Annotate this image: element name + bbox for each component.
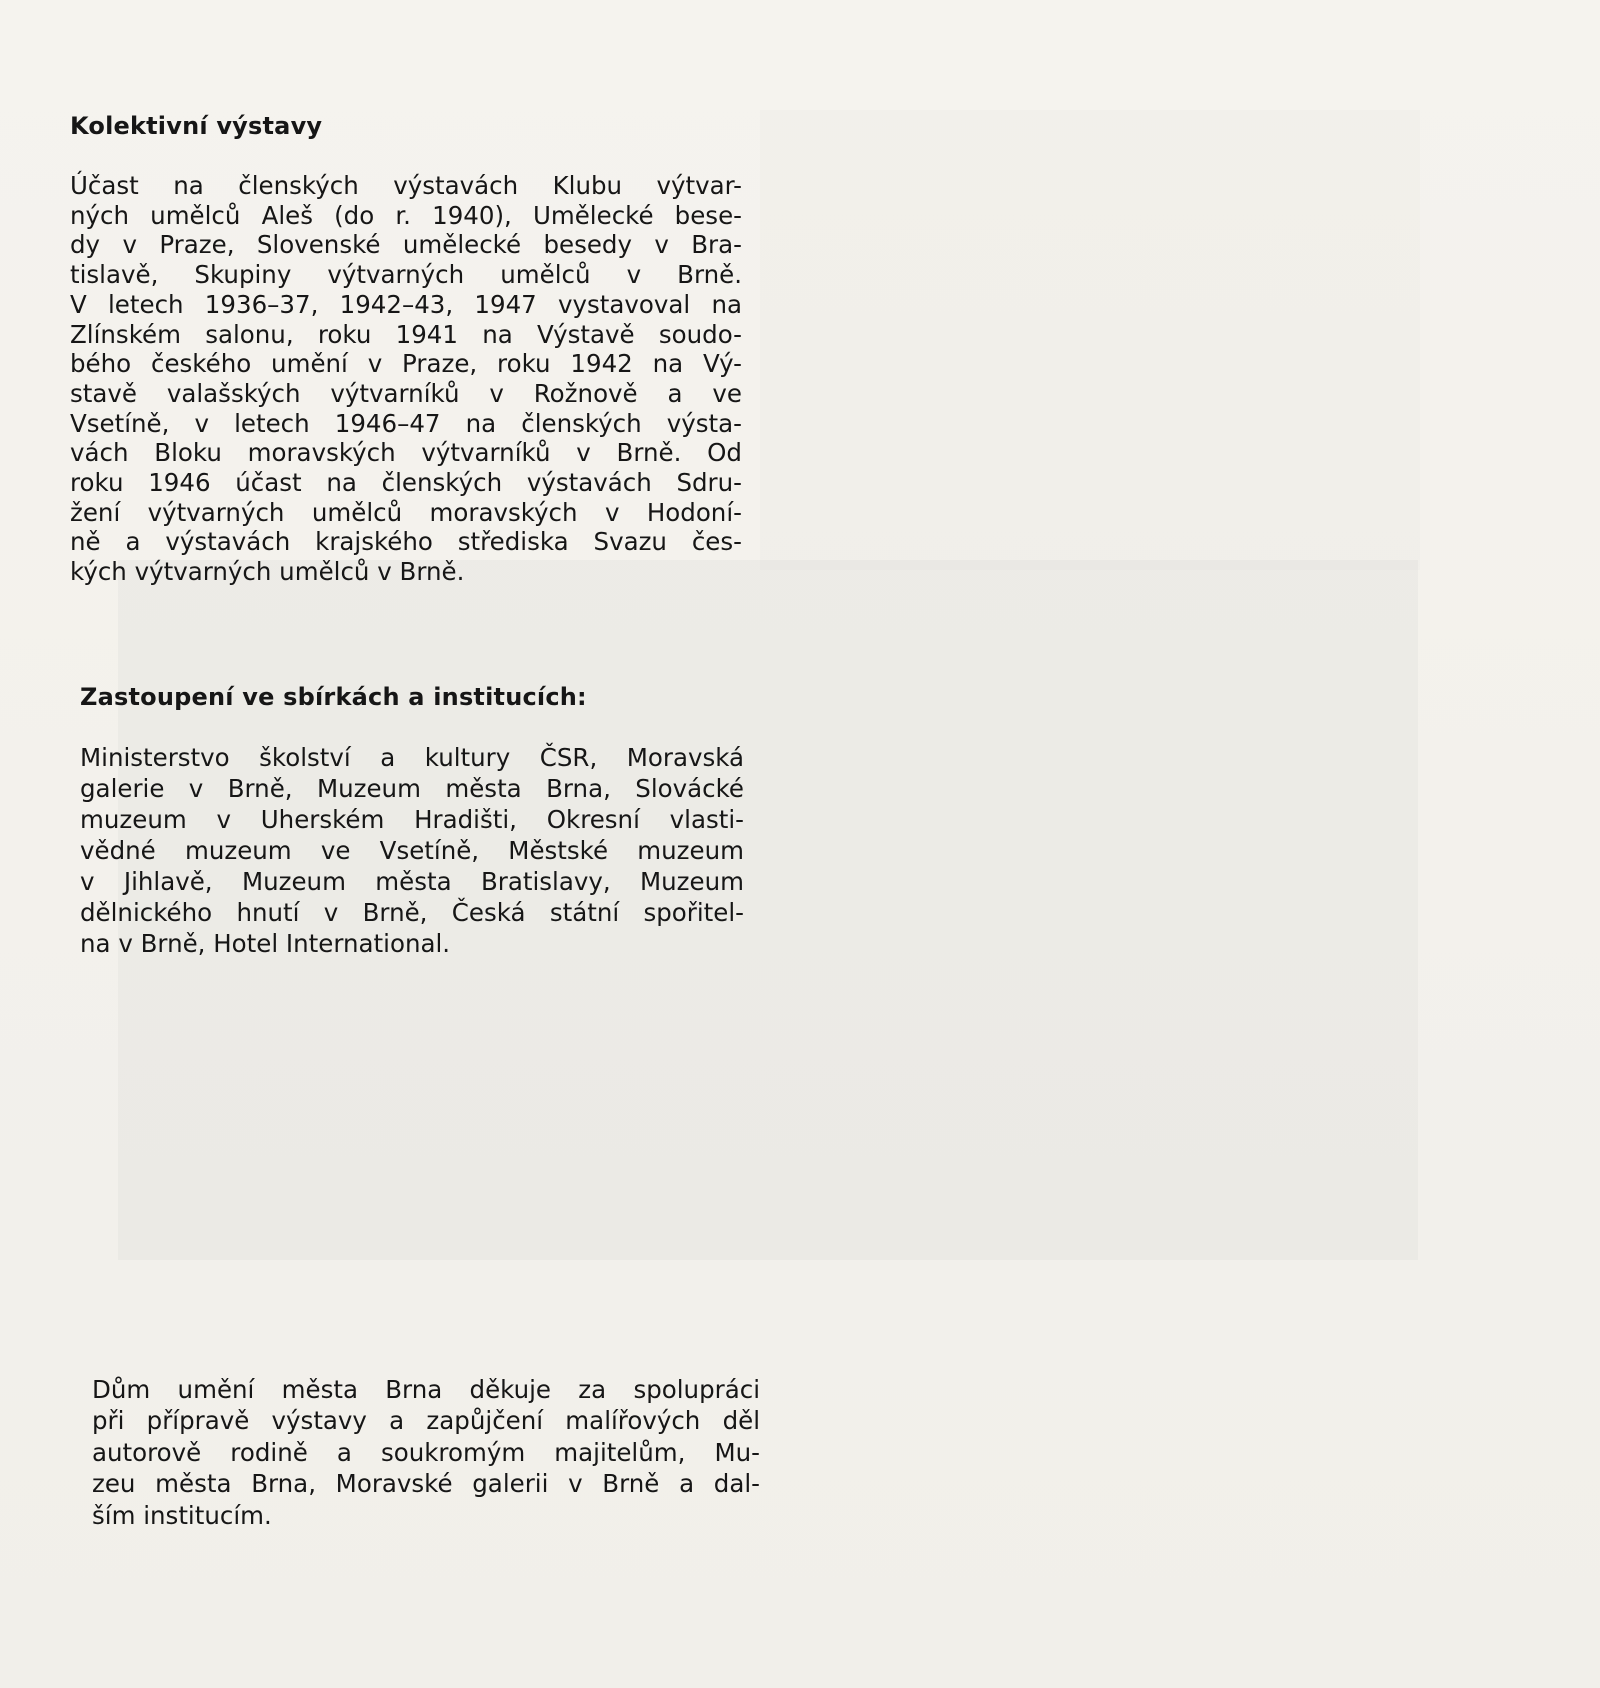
text-line: roku 1946 účast na členských výstavách Sdru- xyxy=(70,468,742,498)
text-line: autorově rodině a soukromým majitelům, Mu- xyxy=(92,1437,760,1467)
text-line: ším institucím. xyxy=(92,1500,272,1530)
text-line: kých výtvarných umělců v Brně. xyxy=(70,557,465,587)
section-heading-collections: Zastoupení ve sbírkách a institucích: xyxy=(80,683,587,711)
text-line: dy v Praze, Slovenské umělecké besedy v Bra- xyxy=(70,230,742,260)
text-line: vědné muzeum ve Vsetíně, Městské muzeum xyxy=(80,836,744,865)
text-line: na v Brně, Hotel International. xyxy=(80,929,451,958)
text-line: zeu města Brna, Moravské galerii v Brně a dal- xyxy=(92,1469,760,1499)
text-line: Ministerstvo školství a kultury ČSR, Moravská xyxy=(80,743,744,772)
text-line: Zlínském salonu, roku 1941 na Výstavě soudo- xyxy=(70,319,742,349)
text-line: Účast na členských výstavách Klubu výtvar- xyxy=(70,171,742,200)
collective-exhibitions-text xyxy=(70,171,742,587)
text-line: v Jihlavě, Muzeum města Bratislavy, Muzeum xyxy=(80,867,744,896)
text-line: ně a výstavách krajského střediska Svazu čes- xyxy=(70,527,742,557)
show-through-shade-upper xyxy=(760,110,1420,570)
text-line: galerie v Brně, Muzeum města Brna, Slovácké xyxy=(80,774,744,803)
text-line: V letech 1936–37, 1942–43, 1947 vystavoval na xyxy=(70,289,742,319)
text-line: bého českého umění v Praze, roku 1942 na Vý- xyxy=(70,349,742,379)
text-line: Vsetíně, v letech 1946–47 na členských výsta- xyxy=(70,408,742,438)
text-line: při přípravě výstavy a zapůjčení malířových děl xyxy=(92,1406,760,1436)
text-line: dělnického hnutí v Brně, Česká státní spořitel- xyxy=(80,898,744,927)
text-line: stavě valašských výtvarníků v Rožnově a ve xyxy=(70,378,742,408)
text-line: ných umělců Aleš (do r. 1940), Umělecké bese- xyxy=(70,200,742,230)
text-line: žení výtvarných umělců moravských v Hodoní- xyxy=(70,497,742,527)
text-line: Dům umění města Brna děkuje za spolupráci xyxy=(92,1375,760,1404)
acknowledgement-text xyxy=(92,1374,760,1531)
text-line: vách Bloku moravských výtvarníků v Brně. Od xyxy=(70,438,742,468)
text-line: tislavě, Skupiny výtvarných umělců v Brně. xyxy=(70,260,742,290)
collections-text xyxy=(80,742,744,959)
section-heading-collective-exhibitions: Kolektivní výstavy xyxy=(70,112,323,140)
text-line: muzeum v Uherském Hradišti, Okresní vlasti- xyxy=(80,805,744,834)
